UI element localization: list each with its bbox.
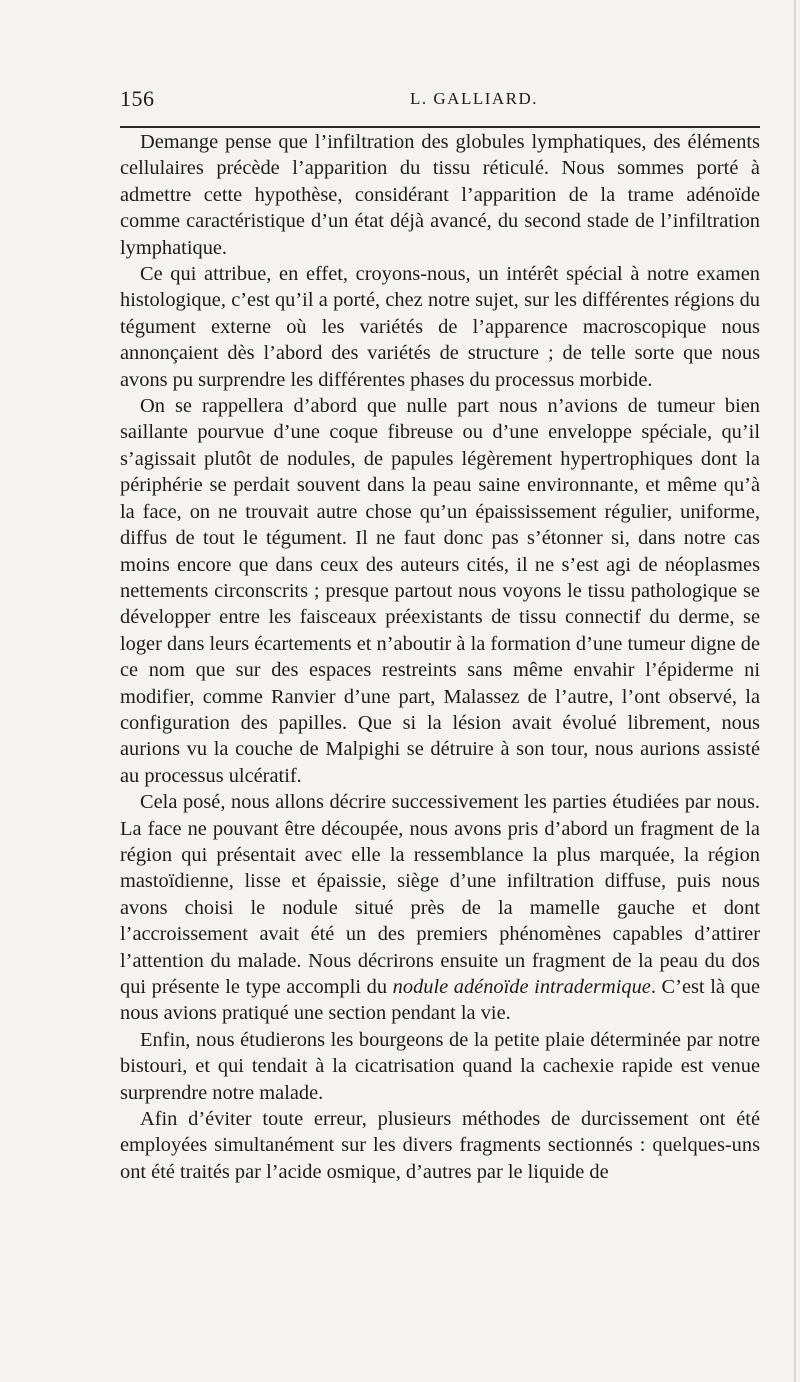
paragraph: Ce qui attribue, en effet, croyons-nous, un intérêt spécial à notre examen histologique, c’est qu’il a porté, chez notre sujet, sur les différentes régions du tégument externe où les variétés de l’apparence macroscopique nous annonçaient dès l’abord des variétés de structure ; de telle sorte que nous avons pu surprendre les différentes phases du processus morbide. (120, 263, 760, 391)
body-text (120, 129, 760, 1185)
paragraph (120, 789, 760, 1027)
page-number: 156 (120, 86, 155, 111)
page-header (120, 86, 760, 116)
running-head: L. GALLIARD. (410, 89, 539, 108)
italic-term: nodule adénoïde intradermique (392, 976, 651, 998)
paragraph: Enfin, nous étudierons les bourgeons de la petite plaie déterminée par notre bistouri, et qui tendait à la cicatrisation quand la cachexie rapide est venue surprendre notre malade. (120, 1028, 760, 1104)
paragraph-text: . C’est là que nous avions pratiqué une section pendant la vie. (120, 976, 760, 1025)
paragraph: Demange pense que l’infiltration des globules lymphatiques, des éléments cellulaires précède l’apparition du tissu réticulé. Nous sommes porté à admettre cette hypothèse, considérant l’apparition de la trame adénoïde comme caractéristique d’un état déjà avancé, du second stade de l’infiltration lymphatique. (120, 131, 760, 259)
paragraph-text: Cela posé, nous allons décrire successivement les parties étudiées par nous. La face ne pouvant être découpée, nous avons pris d’abord un fragment de la région qui présentait avec elle la ressemblance la plus marquée, la région mastoïdienne, lisse et épaissie, siège d’une infiltration diffuse, puis nous avons choisi le nodule situé près de la mamelle gauche et dont l’accroissement avait été un des premiers phénomènes capables d’attirer l’attention du malade. Nous décrirons ensuite un fragment de la peau du dos qui présente le type accompli du (120, 791, 760, 998)
page-edge (794, 0, 796, 1382)
paragraph: On se rappellera d’abord que nulle part nous n’avions de tumeur bien saillante pourvue d’une coque fibreuse ou d’une enveloppe spéciale, qu’il s’agissait plutôt de nodules, de papules légèrement hypertrophiques dont la périphérie se perdait souvent dans la peau saine environnante, et même qu’à la face, on ne trouvait autre chose qu’un épaississement régulier, uniforme, diffus de tout le tégument. Il ne faut donc pas s’étonner si, dans notre cas moins encore que dans ceux des auteurs cités, il ne s’est agi de néoplasmes nettements circonscrits ; presque partout nous voyons le tissu pathologique se développer entre les faisceaux préexistants de tissu connectif du derme, se loger dans leurs écartements et n’aboutir à la formation d’une tumeur digne de ce nom que sur des espaces restreints sans même envahir l’épiderme ni modifier, comme Ranvier d’une part, Malassez de l’autre, l’ont observé, la configuration des papilles. Que si la lésion avait évolué librement, nous aurions vu la couche de Malpighi se détruire à son tour, nous aurions assisté au processus ulcératif. (120, 395, 760, 787)
header-rule (120, 126, 760, 128)
paragraph: Afin d’éviter toute erreur, plusieurs méthodes de durcissement ont été employées simultanément sur les divers fragments sectionnés : quelques-uns ont été traités par l’acide osmique, d’autres par le liquide de (120, 1108, 760, 1183)
